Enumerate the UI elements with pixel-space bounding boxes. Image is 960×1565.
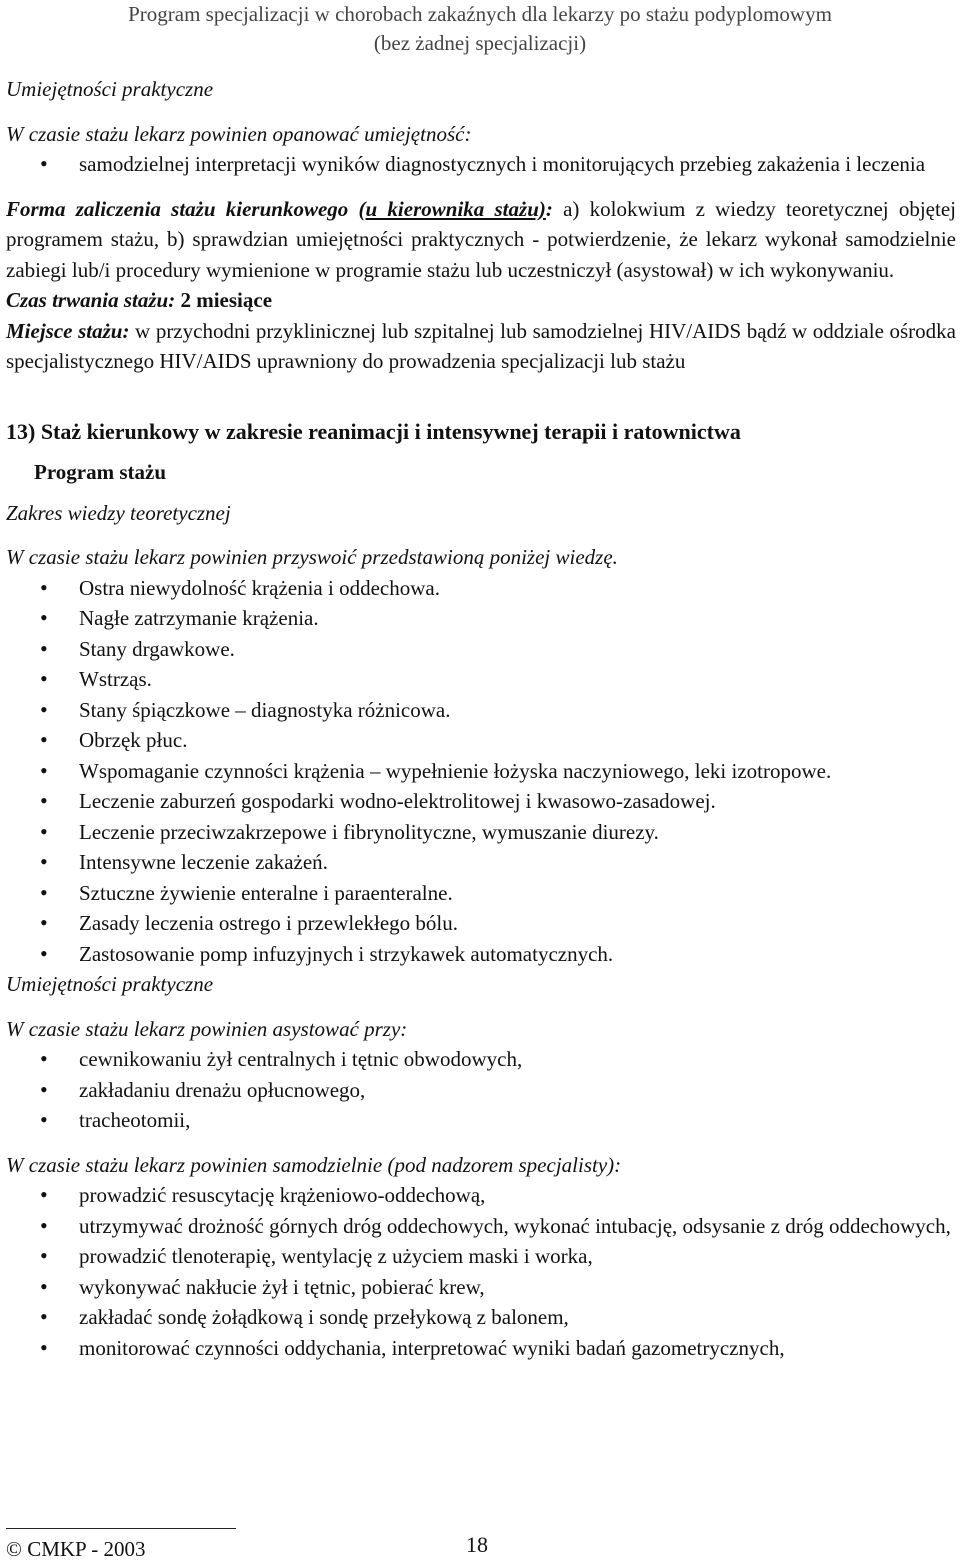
completion-text: a) kolokwium z wiedzy teoretycznej objętej programem stażu, b) sprawdzian umiejętności praktycznych - potwierdzenie, że lekarz wykonał samodzielnie zabiegi lub/i procedury wymienione w programie stażu lub uczestniczył (asystował) w ich wykonywaniu. bbox=[6, 196, 956, 282]
list-item: • monitorować czynności oddychania, interpretować wyniki badań gazometrycznych, bbox=[6, 1333, 956, 1364]
list-item: • cewnikowaniu żył centralnych i tętnic obwodowych, bbox=[6, 1044, 956, 1075]
footer-copyright: © CMKP - 2003 bbox=[6, 1537, 146, 1561]
page-number: 18 bbox=[466, 1532, 488, 1557]
place-label: Miejsce stażu: bbox=[6, 318, 130, 343]
page-footer bbox=[0, 1526, 960, 1561]
completion-label: Forma zaliczenia stażu kierunkowego bbox=[6, 196, 359, 221]
list-item: • Intensywne leczenie zakażeń. bbox=[6, 847, 956, 878]
duration-value: 2 miesiące bbox=[175, 288, 273, 312]
list-item: • samodzielnej interpretacji wyników diagnostycznych i monitorujących przebieg zakażenia i leczenia bbox=[6, 149, 956, 180]
assist-list bbox=[6, 1044, 956, 1136]
list-item: • prowadzić tlenoterapię, wentylację z użyciem maski i worka, bbox=[6, 1241, 956, 1272]
list-item: • wykonywać nakłucie żył i tętnic, pobierać krew, bbox=[6, 1272, 956, 1303]
independent-intro: W czasie stażu lekarz powinien samodzielnie (pod nadzorem specjalisty): bbox=[6, 1152, 622, 1177]
list-item: • Wspomaganie czynności krążenia – wypełnienie łożyska naczyniowego, leki izotropowe. bbox=[6, 756, 956, 787]
page-header bbox=[0, 0, 960, 58]
footer-divider bbox=[6, 1528, 236, 1529]
list-item: • Stany śpiączkowe – diagnostyka różnicowa. bbox=[6, 695, 956, 726]
knowledge-heading: Zakres wiedzy teoretycznej bbox=[6, 500, 231, 525]
list-item: • Wstrząs. bbox=[6, 664, 956, 695]
place-paragraph bbox=[6, 316, 956, 377]
list-item: • Leczenie przeciwzakrzepowe i fibrynolityczne, wymuszanie diurezy. bbox=[6, 817, 956, 848]
list-item: • Stany drgawkowe. bbox=[6, 634, 956, 665]
list-item: • utrzymywać drożność górnych dróg oddechowych, wykonać intubację, odsysanie z dróg oddechowych, bbox=[6, 1211, 956, 1242]
list-item: • Ostra niewydolność krążenia i oddechowa. bbox=[6, 573, 956, 604]
assist-intro: W czasie stażu lekarz powinien asystować przy: bbox=[6, 1016, 408, 1041]
list-item: • Sztuczne żywienie enteralne i paraenteralne. bbox=[6, 878, 956, 909]
list-item: • Zastosowanie pomp infuzyjnych i strzykawek automatycznych. bbox=[6, 939, 956, 970]
skills-heading: Umiejętności praktyczne bbox=[6, 77, 214, 101]
knowledge-list bbox=[6, 573, 956, 970]
list-item: • prowadzić resuscytację krążeniowo-oddechową, bbox=[6, 1180, 956, 1211]
duration-label: Czas trwania stażu: bbox=[6, 288, 176, 312]
list-item: • Leczenie zaburzeń gospodarki wodno-elektrolitowej i kwasowo-zasadowej. bbox=[6, 786, 956, 817]
skills-intro: W czasie stażu lekarz powinien opanować umiejętność: bbox=[6, 121, 472, 146]
section-title: 13) Staż kierunkowy w zakresie reanimacji i intensywnej terapii i ratownictwa bbox=[6, 418, 741, 444]
list-item: • zakładaniu drenażu opłucnowego, bbox=[6, 1075, 956, 1106]
completion-paragraph bbox=[6, 194, 956, 286]
list-item: • Zasady leczenia ostrego i przewlekłego bólu. bbox=[6, 908, 956, 939]
duration-line bbox=[6, 285, 956, 316]
list-item: • zakładać sondę żołądkową i sondę przełykową z balonem, bbox=[6, 1302, 956, 1333]
skills-list bbox=[6, 149, 956, 180]
knowledge-intro: W czasie stażu lekarz powinien przyswoić przedstawioną poniżej wiedzę. bbox=[6, 545, 618, 569]
list-item: • Obrzęk płuc. bbox=[6, 725, 956, 756]
skills-heading-2: Umiejętności praktyczne bbox=[6, 972, 214, 996]
independent-list bbox=[6, 1180, 956, 1363]
place-text: w przychodni przyklinicznej lub szpitalnej lub samodzielnej HIV/AIDS bądź w oddziale ośrodka specjalistycznego HIV/AIDS uprawniony do prowadzenia specjalizacji lub stażu bbox=[6, 318, 956, 373]
header-title: Program specjalizacji w chorobach zakaźnych dla lekarzy po stażu podyplomowym bbox=[128, 2, 832, 26]
completion-label-colon: : bbox=[545, 196, 553, 221]
list-item: • Nagłe zatrzymanie krążenia. bbox=[6, 603, 956, 634]
page-content bbox=[6, 74, 956, 1363]
program-title: Program stażu bbox=[34, 460, 166, 484]
header-subtitle: (bez żadnej specjalizacji) bbox=[373, 31, 587, 55]
list-item: • tracheotomii, bbox=[6, 1105, 956, 1136]
completion-label-underlined: (u kierownika stażu) bbox=[358, 196, 546, 221]
